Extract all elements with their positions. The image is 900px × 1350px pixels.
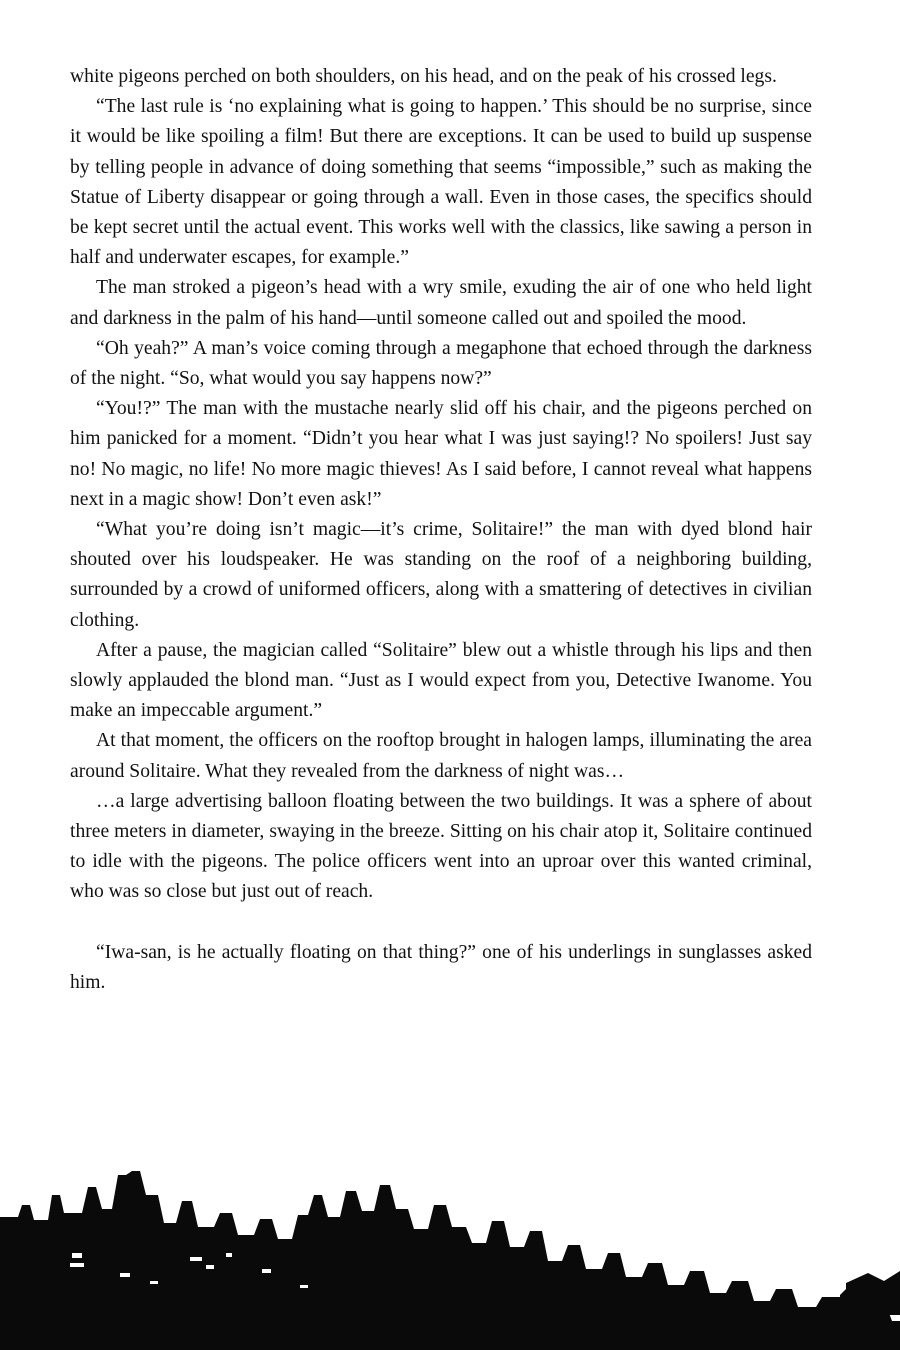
paragraph: white pigeons perched on both shoulders, on his head, and on the peak of his crossed legs. — [70, 66, 777, 87]
paragraph: At that moment, the officers on the rooftop brought in halogen lamps, illuminating the area around Solitaire. What they revealed from the darkness of night was… — [70, 730, 812, 782]
paragraph: “What you’re doing isn’t magic—it’s crime, Solitaire!” the man with dyed blond hair shouted over his loudspeaker. He was standing on the roof of a neighboring building, surrounded by a crowd of uniformed officers, along with a smattering of detectives in civilian clothing. — [70, 519, 812, 631]
paragraph: “Oh yeah?” A man’s voice coming through a megaphone that echoed through the darkness of the night. “So, what would you say happens now?” — [70, 337, 812, 390]
paragraph: The man stroked a pigeon’s head with a wry smile, exuding the air of one who held light and darkness in the palm of his hand—until someone called out and spoiled the mood. — [70, 277, 812, 329]
paragraph: …a large advertising balloon floating between the two buildings. It was a sphere of about three meters in diameter, swaying in the breeze. Sitting on his chair atop it, Solitaire continued to idle with the pigeons. The police officers went into an uproar over this wanted criminal, who was so close but just out of reach. — [70, 790, 812, 903]
paragraph: “Iwa-san, is he actually floating on that thing?” one of his underlings in sunglasses asked him. — [70, 941, 812, 993]
body-text-column — [70, 62, 812, 998]
paragraph: “The last rule is ‘no explaining what is going to happen.’ This should be no surprise, since it would be like spoiling a film! But there are exceptions. It can be used to build up suspense by telling people in advance of doing something that seems “impossible,” such as making the Statue of Liberty disappear or going through a wall. Even in those cases, the specifics should be kept secret until the actual event. This works well with the classics, like sawing a person in half and underwater escapes, for example.” — [70, 96, 812, 269]
paragraph: “You!?” The man with the mustache nearly slid off his chair, and the pigeons perched on him panicked for a moment. “Didn’t you hear what I was just saying!? No spoilers! Just say no! No magic, no life! No more magic thieves! As I said before, I cannot reveal what happens next in a magic show! Don’t even ask!” — [70, 398, 812, 510]
paragraph: After a pause, the magician called “Solitaire” blew out a whistle through his lips and then slowly applauded the blond man. “Just as I would expect from you, Detective Iwanome. You make an impeccable argument.” — [70, 639, 812, 722]
cityscape-silhouette-illustration — [0, 1165, 900, 1350]
